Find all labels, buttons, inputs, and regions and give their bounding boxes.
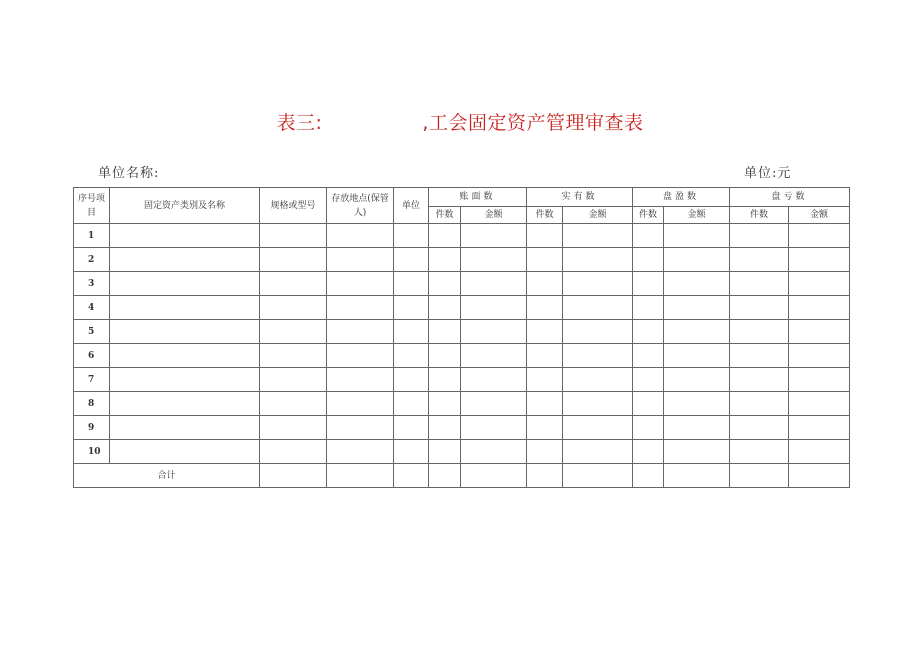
table-cell[interactable] xyxy=(394,296,429,320)
header-actual: 实有数 xyxy=(527,188,633,207)
header-unit: 单位 xyxy=(394,188,429,224)
table-cell[interactable] xyxy=(563,392,633,416)
table-cell[interactable] xyxy=(461,248,527,272)
table-cell[interactable] xyxy=(461,296,527,320)
table-cell[interactable] xyxy=(260,392,327,416)
row-number: 1 xyxy=(74,224,110,248)
header-loss-count: 件数 xyxy=(730,207,789,224)
table-cell[interactable] xyxy=(527,272,563,296)
table-row xyxy=(74,440,850,464)
table-body xyxy=(74,224,850,464)
table-cell[interactable] xyxy=(327,392,394,416)
table-cell[interactable] xyxy=(429,440,461,464)
header-surplus-amount: 金额 xyxy=(664,207,730,224)
table-cell[interactable] xyxy=(527,416,563,440)
total-cell[interactable] xyxy=(563,464,633,488)
table-row xyxy=(74,416,850,440)
header-actual-amount: 金额 xyxy=(563,207,633,224)
total-cell[interactable] xyxy=(789,464,850,488)
table-cell[interactable] xyxy=(563,272,633,296)
table-cell[interactable] xyxy=(394,344,429,368)
table-cell[interactable] xyxy=(260,272,327,296)
table-cell[interactable] xyxy=(664,344,730,368)
table-row xyxy=(74,320,850,344)
row-number: 6 xyxy=(74,344,110,368)
row-number: 3 xyxy=(74,272,110,296)
table-cell[interactable] xyxy=(461,416,527,440)
table-cell[interactable] xyxy=(260,224,327,248)
total-cell[interactable] xyxy=(327,464,394,488)
table-cell[interactable] xyxy=(633,320,664,344)
table-cell[interactable] xyxy=(633,248,664,272)
table-cell[interactable] xyxy=(429,392,461,416)
table-cell[interactable] xyxy=(429,368,461,392)
table-cell[interactable] xyxy=(429,344,461,368)
header-loss-amount: 金额 xyxy=(789,207,850,224)
asset-audit-table xyxy=(73,187,850,488)
table-cell[interactable] xyxy=(664,248,730,272)
table-cell[interactable] xyxy=(563,320,633,344)
table-cell[interactable] xyxy=(110,224,260,248)
table-cell[interactable] xyxy=(394,368,429,392)
table-cell[interactable] xyxy=(260,344,327,368)
table-cell[interactable] xyxy=(633,416,664,440)
row-number: 8 xyxy=(74,392,110,416)
header-row-1 xyxy=(74,188,850,207)
header-book-amount: 金额 xyxy=(461,207,527,224)
table-cell[interactable] xyxy=(664,368,730,392)
table-cell[interactable] xyxy=(394,272,429,296)
table-cell[interactable] xyxy=(429,416,461,440)
table-row xyxy=(74,368,850,392)
table-cell[interactable] xyxy=(633,368,664,392)
table-cell[interactable] xyxy=(394,248,429,272)
table-cell[interactable] xyxy=(730,320,789,344)
table-cell[interactable] xyxy=(461,392,527,416)
table-cell[interactable] xyxy=(260,440,327,464)
table-row xyxy=(74,248,850,272)
table-cell[interactable] xyxy=(461,320,527,344)
table-cell[interactable] xyxy=(789,296,850,320)
table-cell[interactable] xyxy=(664,296,730,320)
table-cell[interactable] xyxy=(429,248,461,272)
table-cell[interactable] xyxy=(527,440,563,464)
table-cell[interactable] xyxy=(394,224,429,248)
table-cell[interactable] xyxy=(730,440,789,464)
table-cell[interactable] xyxy=(260,248,327,272)
table-cell[interactable] xyxy=(327,248,394,272)
total-cell[interactable] xyxy=(461,464,527,488)
table-cell[interactable] xyxy=(461,440,527,464)
table-cell[interactable] xyxy=(110,392,260,416)
table-cell[interactable] xyxy=(527,392,563,416)
table-cell[interactable] xyxy=(110,272,260,296)
header-surplus: 盘盈数 xyxy=(633,188,730,207)
table-cell[interactable] xyxy=(664,320,730,344)
table-cell[interactable] xyxy=(730,344,789,368)
header-seq: 序号项目 xyxy=(74,188,110,224)
table-cell[interactable] xyxy=(110,440,260,464)
header-book-count: 件数 xyxy=(429,207,461,224)
table-cell[interactable] xyxy=(789,320,850,344)
table-cell[interactable] xyxy=(527,344,563,368)
table-cell[interactable] xyxy=(633,272,664,296)
header-actual-count: 件数 xyxy=(527,207,563,224)
table-cell[interactable] xyxy=(394,320,429,344)
table-cell[interactable] xyxy=(563,224,633,248)
header-spec: 规格或型号 xyxy=(260,188,327,224)
table-cell[interactable] xyxy=(429,224,461,248)
header-surplus-count: 件数 xyxy=(633,207,664,224)
table-cell[interactable] xyxy=(633,440,664,464)
table-cell[interactable] xyxy=(260,320,327,344)
table-cell[interactable] xyxy=(730,296,789,320)
row-number: 4 xyxy=(74,296,110,320)
total-cell[interactable] xyxy=(260,464,327,488)
table-cell[interactable] xyxy=(260,416,327,440)
table-cell[interactable] xyxy=(730,224,789,248)
table-cell[interactable] xyxy=(563,368,633,392)
table-cell[interactable] xyxy=(527,320,563,344)
table-cell[interactable] xyxy=(327,224,394,248)
table-cell[interactable] xyxy=(789,392,850,416)
table-cell[interactable] xyxy=(664,392,730,416)
table-cell[interactable] xyxy=(527,224,563,248)
row-number: 9 xyxy=(74,416,110,440)
table-cell[interactable] xyxy=(789,440,850,464)
total-cell[interactable] xyxy=(633,464,664,488)
table-cell[interactable] xyxy=(110,248,260,272)
table-cell[interactable] xyxy=(563,440,633,464)
table-cell[interactable] xyxy=(789,416,850,440)
title-main: ,工会固定资产管理审查表 xyxy=(422,112,644,134)
table-cell[interactable] xyxy=(527,248,563,272)
table-cell[interactable] xyxy=(327,368,394,392)
header-location: 存放地点(保管人) xyxy=(327,188,394,224)
total-label: 合计 xyxy=(74,464,260,488)
table-cell[interactable] xyxy=(110,368,260,392)
table-row xyxy=(74,224,850,248)
table-cell[interactable] xyxy=(664,272,730,296)
table-cell[interactable] xyxy=(730,416,789,440)
total-cell[interactable] xyxy=(394,464,429,488)
total-cell[interactable] xyxy=(527,464,563,488)
table-cell[interactable] xyxy=(527,368,563,392)
header-asset-name: 固定资产类别及名称 xyxy=(110,188,260,224)
table-cell[interactable] xyxy=(110,320,260,344)
table-cell[interactable] xyxy=(563,296,633,320)
table-cell[interactable] xyxy=(327,320,394,344)
table-cell[interactable] xyxy=(633,224,664,248)
table-cell[interactable] xyxy=(633,296,664,320)
total-cell[interactable] xyxy=(429,464,461,488)
table-cell[interactable] xyxy=(110,296,260,320)
row-number: 2 xyxy=(74,248,110,272)
row-number: 5 xyxy=(74,320,110,344)
table-cell[interactable] xyxy=(633,344,664,368)
table-cell[interactable] xyxy=(461,344,527,368)
table-cell[interactable] xyxy=(730,248,789,272)
header-loss: 盘亏数 xyxy=(730,188,850,207)
table-cell[interactable] xyxy=(664,416,730,440)
table-cell[interactable] xyxy=(260,296,327,320)
table-cell[interactable] xyxy=(789,248,850,272)
table-cell[interactable] xyxy=(327,344,394,368)
table-cell[interactable] xyxy=(461,224,527,248)
table-cell[interactable] xyxy=(730,368,789,392)
table-cell[interactable] xyxy=(429,296,461,320)
table-cell[interactable] xyxy=(527,296,563,320)
title-prefix: 表三: xyxy=(276,112,323,134)
unit-name-label: 单位名称: xyxy=(98,166,160,181)
row-number: 10 xyxy=(74,440,110,464)
table-cell[interactable] xyxy=(789,368,850,392)
table-cell[interactable] xyxy=(394,392,429,416)
table-cell[interactable] xyxy=(664,440,730,464)
row-number: 7 xyxy=(74,368,110,392)
table-cell[interactable] xyxy=(110,416,260,440)
table-cell[interactable] xyxy=(461,368,527,392)
table-cell[interactable] xyxy=(563,248,633,272)
total-row xyxy=(74,464,850,488)
table-cell[interactable] xyxy=(110,344,260,368)
table-row xyxy=(74,344,850,368)
page-title xyxy=(0,108,920,135)
table-cell[interactable] xyxy=(429,320,461,344)
table-cell[interactable] xyxy=(394,416,429,440)
table-cell[interactable] xyxy=(461,272,527,296)
table-cell[interactable] xyxy=(789,344,850,368)
table-row xyxy=(74,272,850,296)
table-cell[interactable] xyxy=(327,272,394,296)
table-row xyxy=(74,296,850,320)
table-cell[interactable] xyxy=(563,416,633,440)
header-book: 账面数 xyxy=(429,188,527,207)
table-cell[interactable] xyxy=(327,440,394,464)
table-cell[interactable] xyxy=(394,440,429,464)
table-cell[interactable] xyxy=(563,344,633,368)
table-cell[interactable] xyxy=(429,272,461,296)
total-cell[interactable] xyxy=(730,464,789,488)
table-cell[interactable] xyxy=(260,368,327,392)
table-cell[interactable] xyxy=(633,392,664,416)
total-cell[interactable] xyxy=(664,464,730,488)
table-cell[interactable] xyxy=(327,416,394,440)
table-cell[interactable] xyxy=(730,392,789,416)
table-cell[interactable] xyxy=(789,272,850,296)
table-row xyxy=(74,392,850,416)
table-cell[interactable] xyxy=(664,224,730,248)
table-cell[interactable] xyxy=(789,224,850,248)
table-cell[interactable] xyxy=(327,296,394,320)
currency-unit-label: 单位:元 xyxy=(744,166,792,181)
table-cell[interactable] xyxy=(730,272,789,296)
